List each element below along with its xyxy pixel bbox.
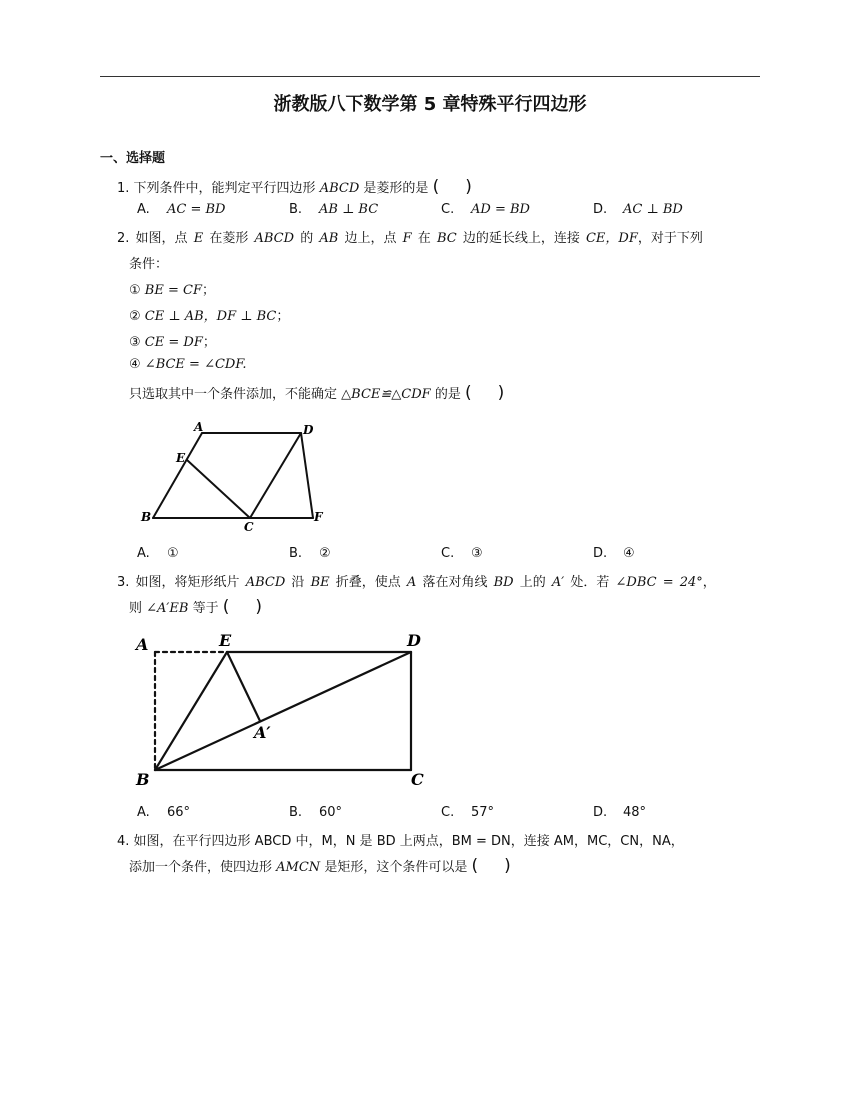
- label-c: C: [244, 520, 254, 534]
- option-a[interactable]: A. AC = BD: [137, 202, 226, 217]
- option-a[interactable]: A. 66°: [137, 805, 191, 820]
- label-e: E: [176, 451, 186, 465]
- option-text: 60°: [319, 805, 343, 820]
- stem-text: 是菱形的是: [363, 181, 429, 196]
- option-text: AB ⊥ BC: [319, 202, 379, 217]
- question-number: 1.: [117, 181, 130, 196]
- option-b[interactable]: B. AB ⊥ BC: [289, 202, 379, 217]
- question-3-line2: 则 ∠A′EB 等于 ( ): [129, 597, 263, 617]
- option-d[interactable]: D. ④: [593, 546, 635, 561]
- rectangle-fold-figure: [132, 628, 432, 788]
- rhombus-figure: [138, 418, 348, 536]
- label-d: D: [303, 423, 314, 437]
- option-b[interactable]: B. ②: [289, 546, 331, 561]
- condition-4: ④ ∠BCE = ∠CDF.: [129, 357, 247, 372]
- page-title: 浙教版八下数学第 5 章特殊平行四边形: [273, 94, 587, 115]
- answer-paren-open: (: [432, 177, 440, 197]
- condition-3: ③ CE = DF；: [129, 335, 216, 350]
- option-text: ②: [319, 546, 331, 561]
- option-text: ①: [167, 546, 179, 561]
- option-d[interactable]: D. 48°: [593, 805, 647, 820]
- question-4-stem: 4. 如图，在平行四边形 ABCD 中，M，N 是 BD 上两点，BM = DN，连接 AM，MC，CN，NA，: [117, 834, 684, 849]
- label-a-prime: A′: [254, 723, 271, 742]
- option-c[interactable]: C. ③: [441, 546, 483, 561]
- label-b: B: [141, 510, 152, 524]
- question-4-line2: 添加一个条件，使四边形 AMCN 是矩形，这个条件可以是 ( ): [129, 856, 511, 876]
- label-f: F: [314, 510, 323, 524]
- condition-1: ① BE = CF；: [129, 283, 215, 298]
- label-a: A: [136, 635, 149, 654]
- option-text: AC = BD: [167, 202, 226, 217]
- option-c[interactable]: C. AD = BD: [441, 202, 530, 217]
- question-2-line2: 条件：: [129, 257, 169, 272]
- label-b: B: [136, 770, 150, 788]
- option-text: 66°: [167, 805, 191, 820]
- label-e: E: [219, 631, 232, 650]
- option-text: 57°: [471, 805, 495, 820]
- question-1-stem: [117, 177, 472, 197]
- option-d[interactable]: D. AC ⊥ BD: [593, 202, 683, 217]
- option-text: AD = BD: [471, 202, 530, 217]
- label-a: A: [194, 420, 204, 434]
- question-3-stem: 3. 如图，将矩形纸片 ABCD 沿 BE 折叠，使点 A 落在对角线 BD 上的 A′ 处．若 ∠DBC = 24°，: [117, 575, 716, 590]
- option-text: ③: [471, 546, 483, 561]
- stem-text: 下列条件中，能判定平行四边形: [133, 181, 316, 196]
- option-a[interactable]: A. ①: [137, 546, 179, 561]
- answer-paren-close: ): [465, 177, 472, 197]
- section-heading: 一、选择题: [100, 151, 166, 166]
- condition-2: ② CE ⊥ AB，DF ⊥ BC；: [129, 309, 290, 324]
- option-text: AC ⊥ BD: [623, 202, 683, 217]
- question-2-stem: 2. 如图，点 E 在菱形 ABCD 的 AB 边上，点 F 在 BC 边的延长线上，连接 CE，DF，对于下列: [117, 231, 703, 246]
- label-d: D: [407, 631, 421, 650]
- math-text: ABCD: [319, 181, 360, 196]
- label-c: C: [411, 770, 424, 788]
- option-text: ④: [623, 546, 635, 561]
- option-c[interactable]: C. 57°: [441, 805, 495, 820]
- header-rule: [100, 76, 760, 77]
- option-text: 48°: [623, 805, 647, 820]
- option-b[interactable]: B. 60°: [289, 805, 343, 820]
- question-2-ask: 只选取其中一个条件添加，不能确定 △BCE≌△CDF 的是 ( ): [129, 383, 505, 403]
